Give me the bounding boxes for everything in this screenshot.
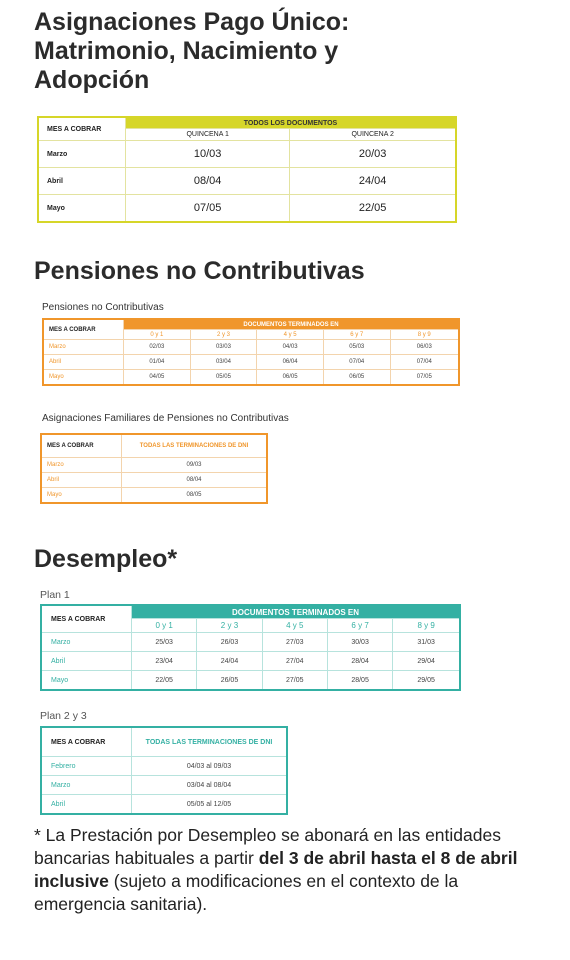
row-label: Mayo (41, 671, 132, 691)
table-row (41, 458, 267, 473)
table-cell: 07/04 (323, 355, 390, 370)
table-cell: 26/03 (197, 633, 262, 652)
row-label: Marzo (41, 633, 132, 652)
col-header: 8 y 9 (393, 619, 460, 633)
table-cell: 27/03 (262, 633, 327, 652)
row-label: Abril (43, 355, 124, 370)
table-cell: 07/05 (126, 195, 290, 223)
mes-header: MES A COBRAR (41, 727, 132, 757)
col-header-quincena1: QUINCENA 1 (126, 129, 290, 141)
subtitle-asignaciones-familiares: Asignaciones Familiares de Pensiones no Contributivas (42, 413, 289, 424)
mes-header: MES A COBRAR (41, 605, 132, 633)
col-header: 8 y 9 (390, 330, 459, 340)
table-cell: 27/05 (262, 671, 327, 691)
table-cell: 20/03 (290, 141, 456, 168)
table-cell: 25/03 (132, 633, 197, 652)
table-row (41, 652, 460, 671)
table-cell: 02/03 (124, 340, 191, 355)
table-cell: 07/05 (390, 370, 459, 386)
table-cell: 05/03 (323, 340, 390, 355)
col-header: 4 y 5 (257, 330, 324, 340)
row-label: Abril (41, 473, 122, 488)
table-cell: 07/04 (390, 355, 459, 370)
table-cell: 04/05 (124, 370, 191, 386)
row-label: Abril (41, 652, 132, 671)
table-cell: 23/04 (132, 652, 197, 671)
asignaciones-familiares-table (40, 433, 268, 504)
note-text: (sujeto a modificaciones en el contexto de la emergencia sanitaria). (34, 871, 459, 914)
table-row (41, 795, 287, 815)
table-cell: 06/03 (390, 340, 459, 355)
row-label: Mayo (41, 488, 122, 504)
plan2-label: Plan 2 y 3 (40, 710, 87, 722)
row-label: Marzo (38, 141, 126, 168)
table-cell: 24/04 (197, 652, 262, 671)
table-cell: 05/05 (190, 370, 257, 386)
table-row (38, 141, 456, 168)
table-cell: 03/04 (190, 355, 257, 370)
col-header: 4 y 5 (262, 619, 327, 633)
subtitle-pensiones: Pensiones no Contributivas (42, 302, 164, 313)
table-cell: 27/04 (262, 652, 327, 671)
table-cell: 22/05 (132, 671, 197, 691)
col-header: 2 y 3 (197, 619, 262, 633)
table-cell: 28/04 (327, 652, 392, 671)
table-row (41, 633, 460, 652)
row-label: Marzo (41, 458, 122, 473)
table-cell: 01/04 (124, 355, 191, 370)
table-cell: 06/05 (323, 370, 390, 386)
table-row (43, 355, 459, 370)
table-cell: 29/04 (393, 652, 460, 671)
table-cell: 04/03 (257, 340, 324, 355)
table-row (38, 168, 456, 195)
col-header: 6 y 7 (323, 330, 390, 340)
row-label: Febrero (41, 757, 132, 776)
table-cell: 05/05 al 12/05 (132, 795, 288, 815)
table-cell: 26/05 (197, 671, 262, 691)
table-cell: 08/05 (122, 488, 268, 504)
col-header: 2 y 3 (190, 330, 257, 340)
group-header: TODOS LOS DOCUMENTOS (126, 117, 457, 129)
desempleo-footnote (34, 824, 534, 916)
col-header: 0 y 1 (132, 619, 197, 633)
row-label: Marzo (43, 340, 124, 355)
desempleo-plan2-table (40, 726, 288, 815)
plan1-label: Plan 1 (40, 589, 70, 601)
asignaciones-table (37, 116, 457, 223)
table-cell: 04/03 al 09/03 (132, 757, 288, 776)
table-cell: 24/04 (290, 168, 456, 195)
group-header: DOCUMENTOS TERMINADOS EN (124, 319, 460, 330)
table-cell: 31/03 (393, 633, 460, 652)
section-title-desempleo: Desempleo* (34, 545, 178, 573)
row-label: Abril (41, 795, 132, 815)
row-label: Marzo (41, 776, 132, 795)
col-header: TODAS LAS TERMINACIONES DE DNI (122, 434, 268, 458)
table-cell: 30/03 (327, 633, 392, 652)
table-cell: 28/05 (327, 671, 392, 691)
table-cell: 06/04 (257, 355, 324, 370)
desempleo-plan1-table (40, 604, 461, 691)
col-header-quincena2: QUINCENA 2 (290, 129, 456, 141)
group-header: DOCUMENTOS TERMINADOS EN (132, 605, 461, 619)
table-row (43, 370, 459, 386)
table-cell: 03/04 al 08/04 (132, 776, 288, 795)
table-cell: 22/05 (290, 195, 456, 223)
mes-header: MES A COBRAR (41, 434, 122, 458)
table-row (41, 757, 287, 776)
table-row (41, 488, 267, 504)
mes-header: MES A COBRAR (38, 117, 126, 141)
table-cell: 03/03 (190, 340, 257, 355)
table-row (41, 776, 287, 795)
note-text: * La Prestación por Desempleo se abonará en las entidades bancarias habituales a partir (34, 825, 501, 868)
table-row (43, 340, 459, 355)
table-row (41, 473, 267, 488)
col-header: 6 y 7 (327, 619, 392, 633)
mes-header: MES A COBRAR (43, 319, 124, 340)
table-row (38, 195, 456, 223)
page-title-asignaciones: Asignaciones Pago Único: Matrimonio, Nacimiento y Adopción (34, 8, 350, 94)
row-label: Abril (38, 168, 126, 195)
note-bold-dates: del 3 de abril hasta el 8 de abril inclusive (34, 848, 518, 891)
table-cell: 09/03 (122, 458, 268, 473)
section-title-pensiones: Pensiones no Contributivas (34, 257, 365, 285)
row-label: Mayo (43, 370, 124, 386)
pensiones-table (42, 318, 460, 386)
row-label: Mayo (38, 195, 126, 223)
col-header: TODAS LAS TERMINACIONES DE DNI (132, 727, 288, 757)
table-cell: 08/04 (126, 168, 290, 195)
table-row (41, 671, 460, 691)
table-cell: 10/03 (126, 141, 290, 168)
table-cell: 29/05 (393, 671, 460, 691)
table-cell: 08/04 (122, 473, 268, 488)
table-cell: 06/05 (257, 370, 324, 386)
col-header: 0 y 1 (124, 330, 191, 340)
